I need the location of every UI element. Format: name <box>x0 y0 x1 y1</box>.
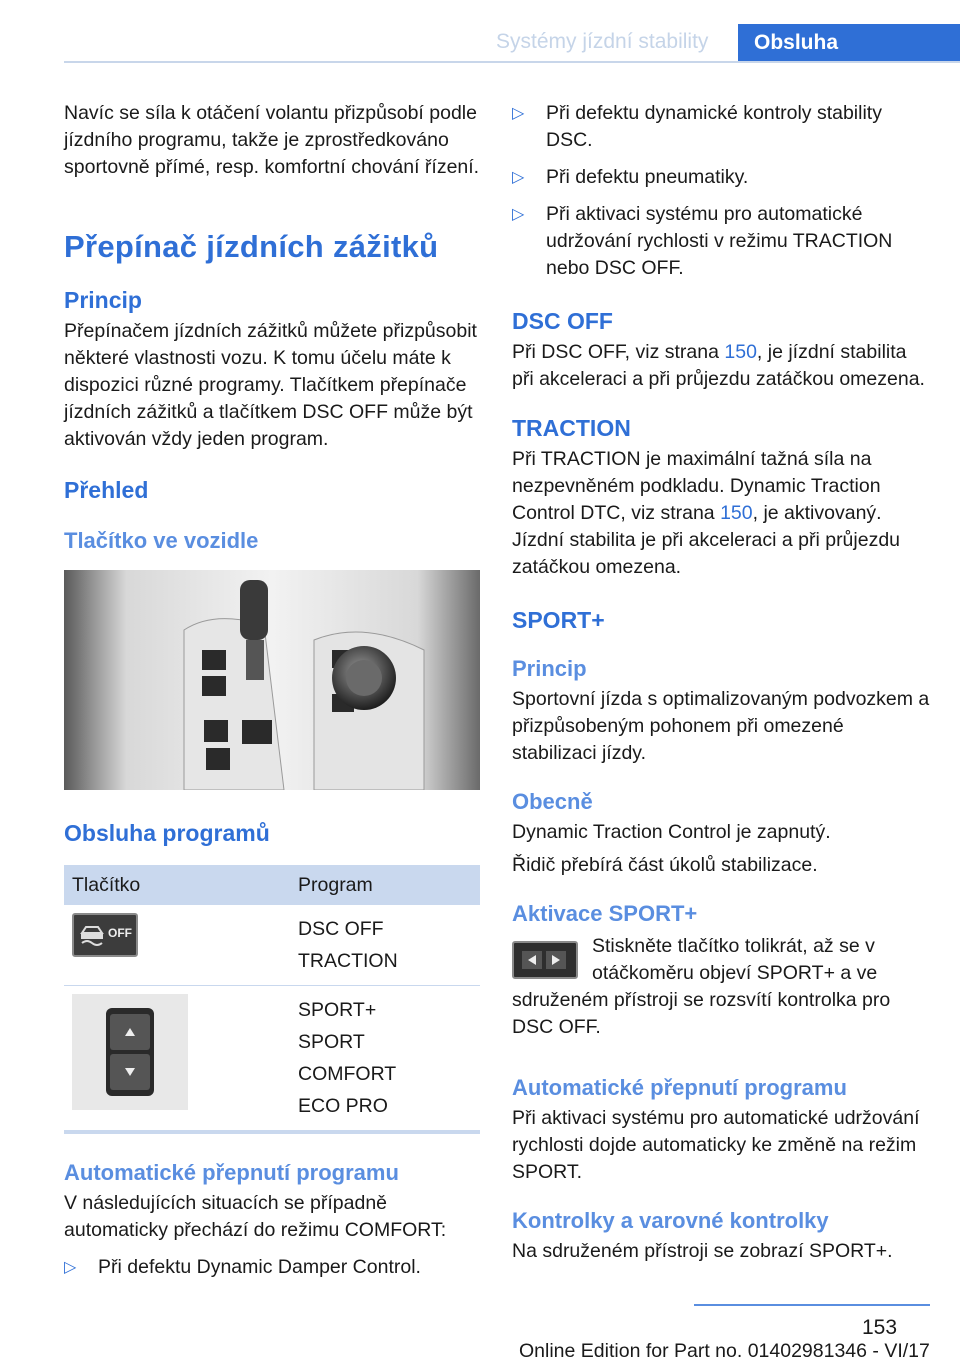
page-number: 153 <box>862 1316 898 1339</box>
auto-switch-heading: Automatické přepnutí programu <box>64 1160 399 1185</box>
page-header <box>0 0 960 62</box>
obecne-line-2: Řidič přebírá část úkolů stabilizace. <box>512 854 818 876</box>
program-dsc-off: DSC OFF <box>298 918 384 940</box>
list-item: ▷ Při defektu Dynamic Damper Control. <box>64 1254 480 1281</box>
aktivace-block <box>512 933 930 1041</box>
table-row <box>64 905 480 986</box>
edition-note: Online Edition for Part no. 01402981346 - VI/17 <box>519 1340 930 1362</box>
auto-switch-list-continued <box>512 100 930 282</box>
program-eco-pro: ECO PRO <box>298 1095 388 1117</box>
table-header-button: Tlačítko <box>64 865 290 905</box>
kontrolky-paragraph: Na sdruženém přístroji se zobrazí SPORT+. <box>512 1240 893 1262</box>
sport-princip-paragraph: Sportovní jízda s optimalizovaným podvozkem a přizpůsobeným pohonem při omezené stabilizaci jízdy. <box>512 688 930 764</box>
sport-princip-heading: Princip <box>512 656 587 681</box>
program-sport-plus: SPORT+ <box>298 999 377 1021</box>
triangle-bullet-icon: ▷ <box>512 206 525 223</box>
list-item: ▷ Při aktivaci systému pro automatické udržování rychlosti v režimu TRACTION nebo DSC OFF. <box>512 203 893 279</box>
dsc-off-heading: DSC OFF <box>512 308 613 334</box>
section-title: Systémy jízdní stability <box>496 30 709 53</box>
program-table <box>64 865 480 1134</box>
sport-plus-heading: SPORT+ <box>512 607 605 633</box>
triangle-bullet-icon: ▷ <box>512 169 525 186</box>
triangle-bullet-icon: ▷ <box>64 1259 77 1276</box>
program-comfort: COMFORT <box>298 1063 397 1085</box>
auto-switch-paragraph: V následujících situacích se případně automaticky přechází do režimu COMFORT: <box>64 1192 447 1241</box>
list-item: ▷ Při defektu dynamické kontroly stability DSC. <box>512 102 882 151</box>
program-traction: TRACTION <box>298 950 398 972</box>
program-sport: SPORT <box>298 1031 365 1053</box>
section-title-main: Přepínač jízdních zážitků <box>64 229 439 264</box>
obecne-heading: Obecně <box>512 789 593 814</box>
header-rule <box>64 61 960 63</box>
prehled-heading: Přehled <box>64 477 149 503</box>
off-label: OFF <box>108 926 132 940</box>
obecne-line-1: Dynamic Traction Control je zapnutý. <box>512 821 831 843</box>
triangle-bullet-icon: ▷ <box>512 105 525 122</box>
aktivace-paragraph: Stiskněte tlačítko tolikrát, až se v otáčkoměru objeví SPORT+ a ve sdruženém přístroji se rozsvítí kontrolka pro DSC OFF. <box>512 935 891 1038</box>
table-row <box>64 986 480 1133</box>
traction-heading: TRACTION <box>512 415 631 441</box>
princip-heading: Princip <box>64 287 142 313</box>
dsc-off-paragraph: Při DSC OFF, viz strana 150, je jízdní stabilita při akceleraci a při průjezdu zatáčkou omezena. <box>512 341 925 390</box>
page-link[interactable]: 150 <box>720 502 753 524</box>
obsluha-heading: Obsluha programů <box>64 820 270 846</box>
chapter-tab: Obsluha <box>738 24 960 62</box>
left-column <box>64 100 480 1291</box>
aktivace-heading: Aktivace SPORT+ <box>512 901 698 926</box>
princip-paragraph: Přepínačem jízdních zážitků můžete přizpůsobit některé vlastnosti vozu. K tomu účelu máte k dispozici různé programy. Tlačítkem přepínače jízdních zážitků a tlačítkem DSC OFF může být aktivován vždy jeden program. <box>64 320 477 450</box>
page-link[interactable]: 150 <box>724 341 757 363</box>
traction-paragraph: Při TRACTION je maximální tažná síla na nezpevněném podkladu. Dynamic Traction Control DTC, viz strana 150, je aktivovaný. Jízdní stabilita je při akceleraci a při průjezdu zatáčkou omezena. <box>512 448 901 578</box>
tlacitko-heading: Tlačítko ve vozidle <box>64 528 259 553</box>
auto-switch-list <box>64 1254 480 1281</box>
intro-paragraph: Navíc se síla k otáčení volantu přizpůsobí podle jízdního programu, takže je zprostředkováno sportovně přímé, resp. komfortní chování řízení. <box>64 102 480 178</box>
sport-switch-button-icon <box>512 941 578 979</box>
right-column <box>512 100 930 1265</box>
console-photo <box>64 570 480 790</box>
table-header-program: Program <box>290 865 480 905</box>
list-item: ▷ Při defektu pneumatiky. <box>512 164 930 191</box>
auto-switch-paragraph-right: Při aktivaci systému pro automatické udržování rychlosti dojde automaticky ke změně na režim SPORT. <box>512 1107 920 1183</box>
kontrolky-heading: Kontrolky a varovné kontrolky <box>512 1208 829 1233</box>
driving-experience-switch-icon <box>72 994 188 1110</box>
dsc-off-button-icon <box>72 913 138 957</box>
footer-rule <box>694 1304 930 1306</box>
auto-switch-heading-right: Automatické přepnutí programu <box>512 1075 847 1100</box>
